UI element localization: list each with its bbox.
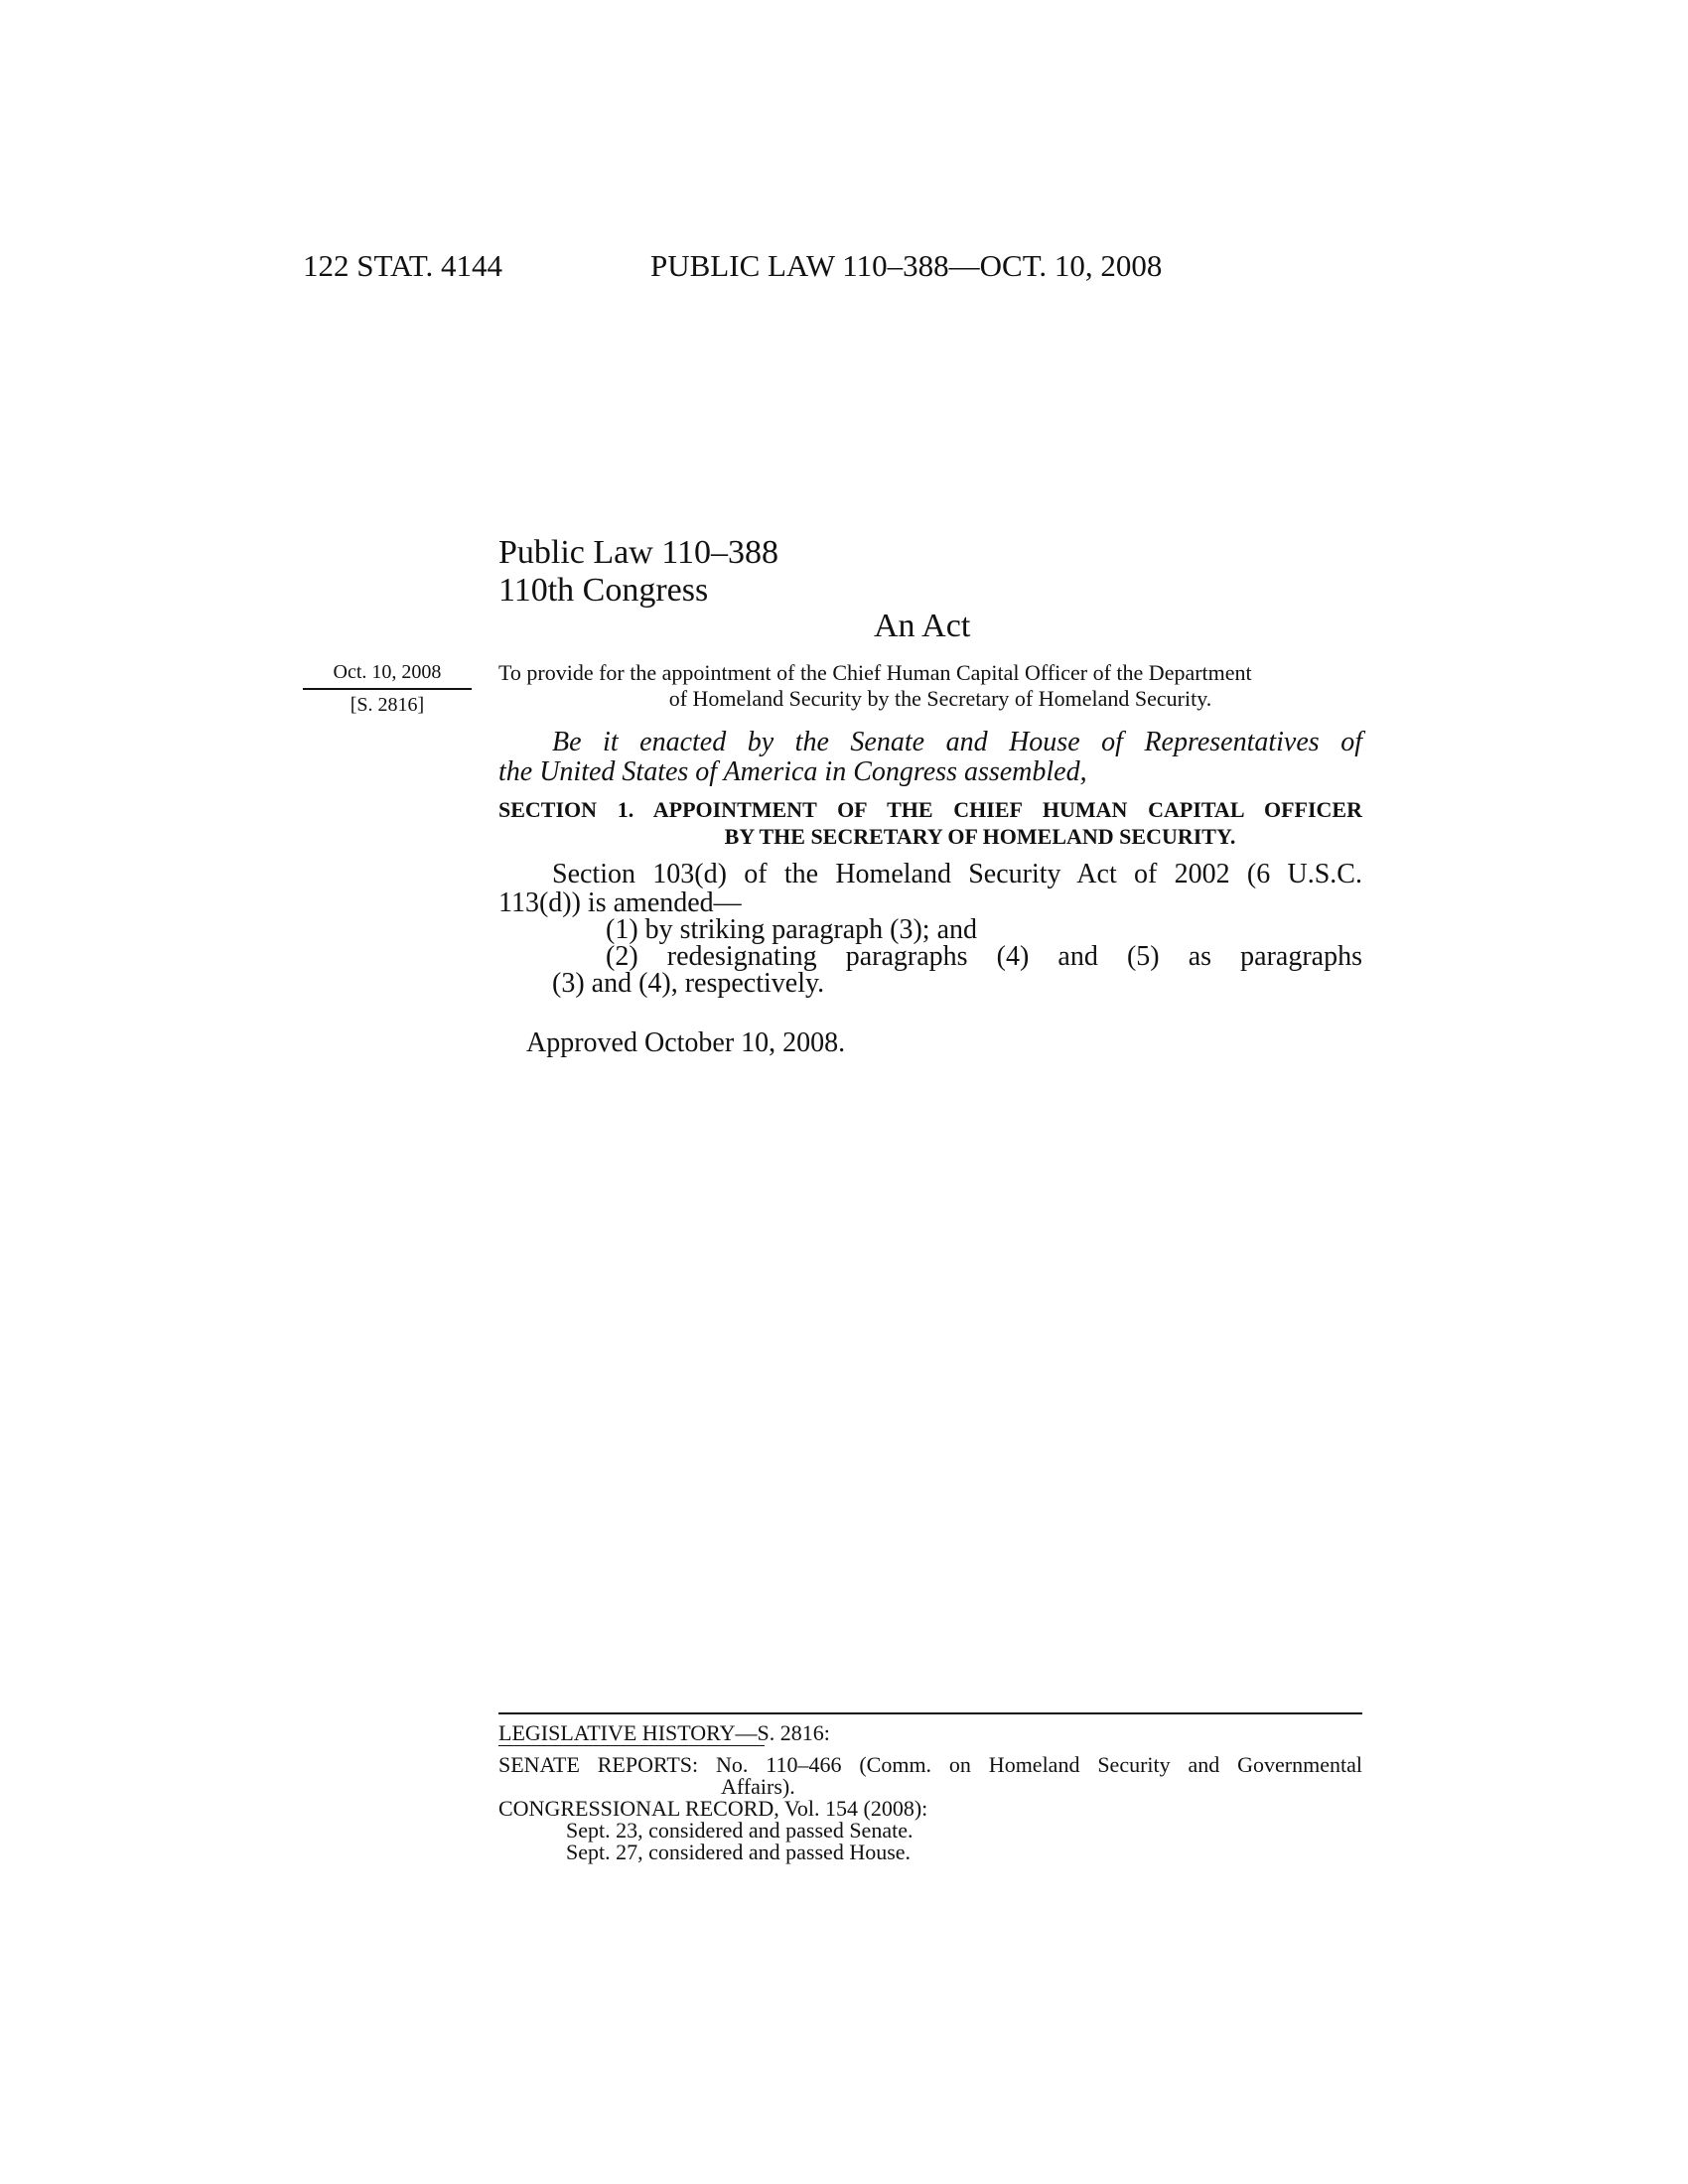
heading-underline [498, 1745, 765, 1746]
stat-reference: 122 STAT. 4144 [303, 248, 503, 283]
purpose-line-2: of Homeland Security by the Secretary of Homeland Security. [668, 686, 1212, 711]
footer-rule [498, 1712, 1362, 1714]
margin-date: Oct. 10, 2008 [333, 661, 442, 683]
senate-reports-line-2: Affairs). [721, 1774, 795, 1799]
record-entry: Sept. 23, considered and passed Senate. [566, 1818, 914, 1843]
section-heading [498, 796, 1362, 850]
law-number: Public Law 110–388 [498, 534, 779, 571]
record-entry: Sept. 27, considered and passed House. [566, 1840, 912, 1864]
approval-date: Approved October 10, 2008. [526, 1027, 846, 1058]
act-purpose [498, 660, 1362, 712]
margin-bill-number: [S. 2816] [350, 694, 425, 716]
legislative-history-heading-text: LEGISLATIVE HISTORY—S. 2816: [498, 1720, 830, 1745]
running-title: PUBLIC LAW 110–388—OCT. 10, 2008 [650, 248, 1163, 283]
act-label: An Act [874, 608, 971, 644]
section-heading-line-1: SECTION 1. APPOINTMENT OF THE CHIEF HUMAN CAPITAL OFFICER [498, 797, 1362, 822]
section-item-2-line-2: (3) and (4), respectively. [552, 968, 825, 999]
enacting-line-1: Be it enacted by the Senate and House of Representatives of [552, 727, 1362, 757]
section-intro-line-2: 113(d)) is amended— [498, 887, 742, 918]
congress-label: 110th Congress [498, 572, 709, 609]
section-intro-line-1: Section 103(d) of the Homeland Security Act of 2002 (6 U.S.C. [552, 859, 1362, 889]
congressional-record: CONGRESSIONAL RECORD, Vol. 154 (2008): [498, 1796, 928, 1821]
section-heading-line-2: BY THE SECRETARY OF HOMELAND SECURITY. [724, 824, 1236, 849]
purpose-line-1: To provide for the appointment of the Chief Human Capital Officer of the Department [498, 660, 1252, 685]
legislative-history-heading [498, 1722, 1362, 1744]
senate-reports-line-1: SENATE REPORTS: No. 110–466 (Comm. on Homeland Security and Governmental [498, 1752, 1362, 1777]
enacting-clause [498, 728, 1362, 787]
section-item-1: (1) by striking paragraph (3); and [606, 914, 977, 945]
section-item-2-line-1: (2) redesignating paragraphs (4) and (5) as paragraphs [606, 941, 1362, 972]
margin-rule [303, 688, 472, 690]
enacting-line-2: the United States of America in Congress assembled, [498, 756, 1087, 787]
